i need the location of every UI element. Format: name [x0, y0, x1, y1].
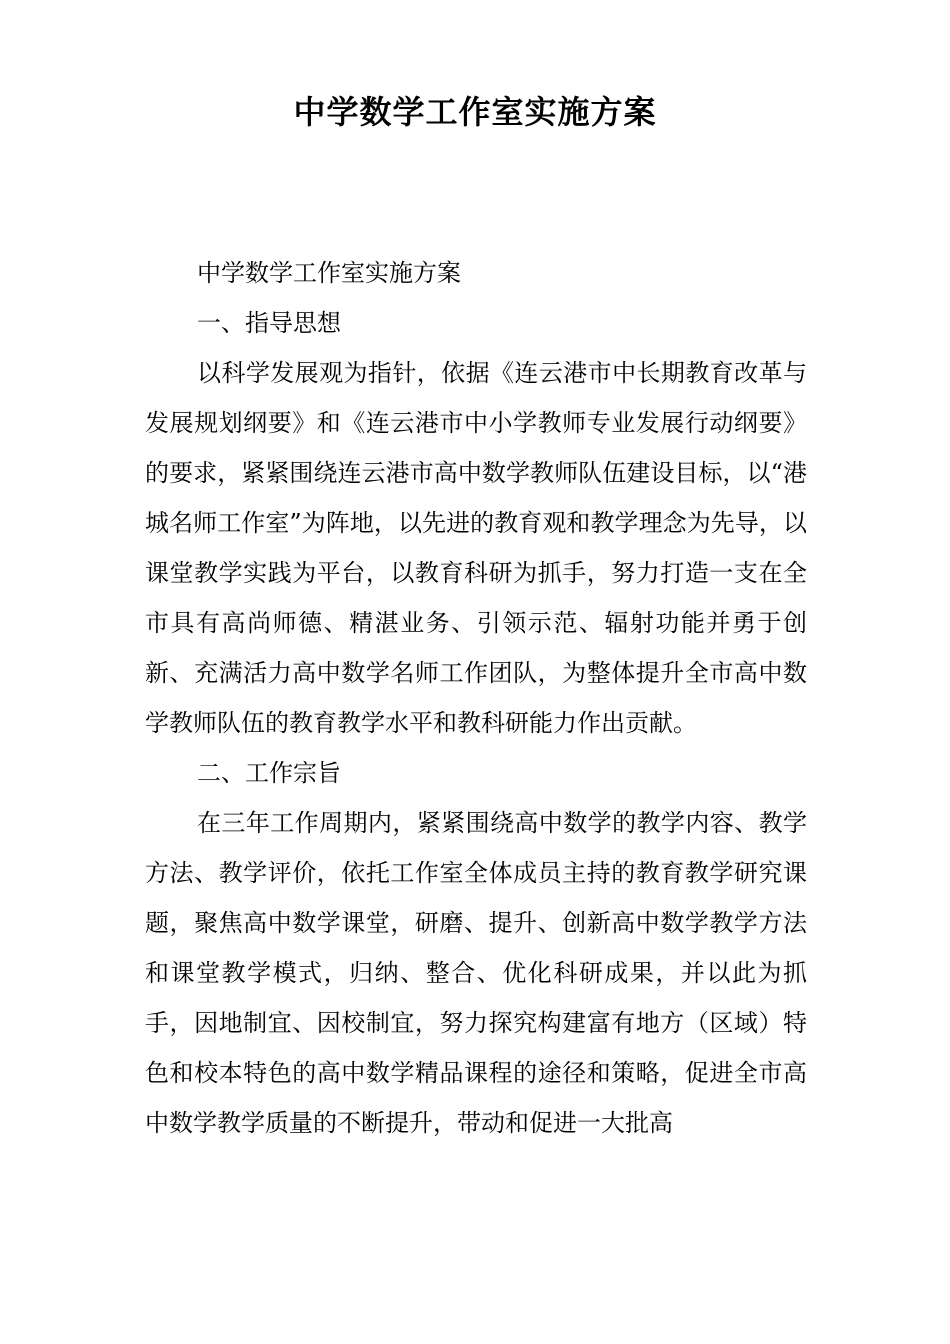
paragraph-guiding-ideology: 以科学发展观为指针，依据《连云港市中长期教育改革与发展规划纲要》和《连云港市中小学教师专业发展行动纲要》的要求，紧紧围绕连云港市高中数学教师队伍建设目标，以“港城名师工作室”为阵地，以先进的教育观和教学理念为先导，以课堂教学实践为平台，以教育科研为抓手，努力打造一支在全市具有高尚师德、精湛业务、引领示范、辐射功能并勇于创新、充满活力高中数学名师工作团队，为整体提升全市高中数学教师队伍的教育教学水平和教科研能力作出贡献。 [145, 359, 807, 737]
body-heading: 中学数学工作室实施方案 [197, 259, 461, 287]
document-title: 中学数学工作室实施方案 [293, 93, 657, 131]
document-body [145, 248, 807, 1148]
paragraph-work-purpose: 在三年工作周期内，紧紧围绕高中数学的教学内容、教学方法、教学评价，依托工作室全体成员主持的教育教学研究课题，聚焦高中数学课堂，研磨、提升、创新高中数学教学方法和课堂教学模式，归纳、整合、优化科研成果，并以此为抓手，因地制宜、因校制宜，努力探究构建富有地方（区域）特色和校本特色的高中数学精品课程的途径和策略，促进全市高中数学教学质量的不断提升，带动和促进一大批高 [145, 809, 807, 1137]
section-heading-work-purpose: 二、工作宗旨 [197, 759, 341, 787]
section-heading-guiding-ideology: 一、指导思想 [197, 309, 341, 337]
